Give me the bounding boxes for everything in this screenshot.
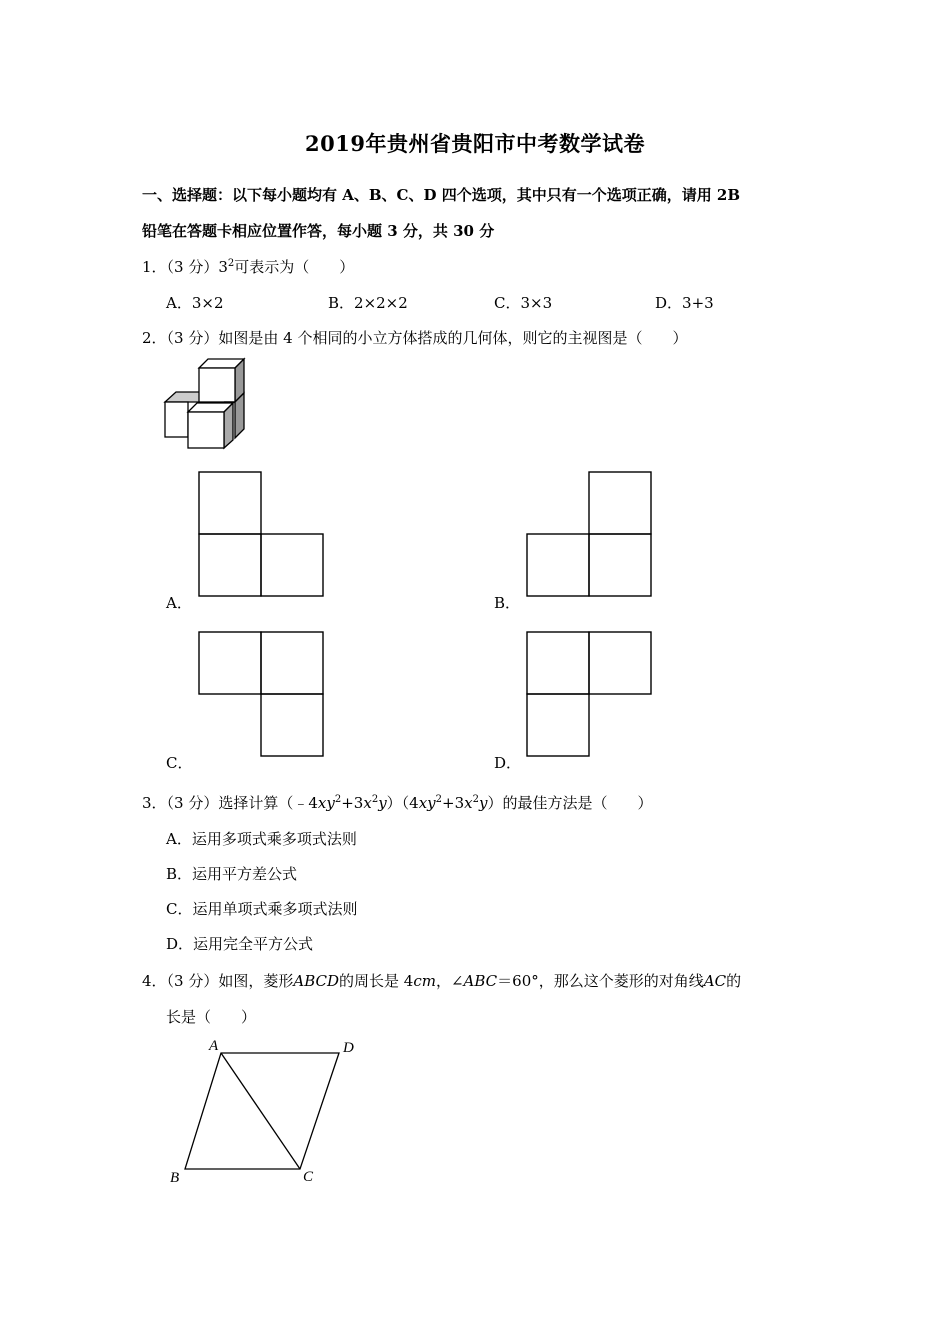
square — [199, 632, 261, 694]
power-base: 3 — [218, 258, 228, 276]
stem-text: ，∠ — [435, 972, 464, 990]
cube-front-front — [188, 412, 224, 448]
q2-option-a-label[interactable]: A． — [166, 594, 192, 612]
stem-text: 如图，菱形 — [218, 972, 294, 990]
question-stem: 如图是由 4 个相同的小立方体搭成的几何体，则它的主视图是（ ） — [218, 329, 688, 347]
cube-back-left-side — [165, 392, 200, 402]
square — [199, 534, 261, 596]
question-score: （3 分） — [166, 972, 219, 990]
q2-option-c-label[interactable]: C． — [166, 754, 193, 772]
square — [589, 472, 651, 534]
section-instruction-line2: 铅笔在答题卡相应位置作答，每小题 3 分，共 30 分 — [142, 222, 495, 240]
q1-option-c[interactable]: C．3×3 — [494, 294, 553, 312]
cube-bottom-back-side — [235, 393, 244, 438]
question-stem-post: 的最佳方法是（ ） — [502, 794, 653, 812]
vertex-label-a: A — [209, 1038, 219, 1054]
q2-option-d-figure[interactable] — [526, 631, 654, 759]
angle-name: ABC — [463, 972, 498, 990]
square — [261, 694, 323, 756]
q1-option-a[interactable]: A．3×2 — [166, 294, 224, 312]
square — [261, 534, 323, 596]
question-3 — [142, 792, 653, 813]
math-expression: $xy^2+3x^2y)(4xy^2+3x^2y)$ — [317, 794, 503, 812]
cube-top-front — [199, 368, 235, 402]
diagonal-name: AC — [703, 972, 727, 990]
question-score: （3 分） — [166, 794, 219, 812]
cube-front-side — [224, 403, 233, 448]
q2-option-b-label[interactable]: B． — [494, 594, 521, 612]
square — [527, 632, 589, 694]
stem-text: 的周长是 4 — [339, 972, 414, 990]
square — [527, 534, 589, 596]
square — [199, 472, 261, 534]
q3-option-d[interactable]: D．运用完全平方公式 — [166, 935, 314, 953]
q2-option-c-figure[interactable] — [198, 631, 326, 759]
section-instruction-line1: 一、选择题：以下每小题均有 A、B、C、D 四个选项，其中只有一个选项正确，请用 2B — [142, 186, 741, 204]
square — [589, 632, 651, 694]
question-4 — [142, 970, 741, 991]
cube-back-left-front — [165, 402, 188, 437]
rhombus-outline — [185, 1053, 339, 1169]
square — [527, 694, 589, 756]
q3-option-b[interactable]: B．运用平方差公式 — [166, 865, 298, 883]
q1-option-d[interactable]: D．3+3 — [655, 294, 714, 312]
question-2 — [142, 327, 687, 348]
cube-stack-figure — [160, 355, 250, 455]
stem-text: 的 — [726, 972, 742, 990]
question-number: 1． — [142, 258, 167, 276]
question-1 — [142, 256, 354, 277]
q3-option-a[interactable]: A．运用多项式乘多项式法则 — [166, 830, 357, 848]
question-score: （3 分） — [166, 258, 219, 276]
question-number: 3． — [142, 794, 167, 812]
diagonal-ac — [221, 1053, 300, 1169]
q2-option-b-figure[interactable] — [526, 471, 654, 599]
square — [589, 534, 651, 596]
question-stem-pre: 选择计算（﹣4 — [218, 794, 318, 812]
vertex-label-d: D — [343, 1040, 354, 1056]
question-number: 2． — [142, 329, 167, 347]
page-title: 2019年贵州省贵阳市中考数学试卷 — [305, 131, 645, 156]
rhombus-name: ABCD — [293, 972, 340, 990]
q2-option-a-figure[interactable] — [198, 471, 326, 599]
stem-text: ＝60°，那么这个菱形的对角线 — [497, 972, 704, 990]
question-stem: 可表示为（ ） — [234, 258, 355, 276]
question-number: 4． — [142, 972, 167, 990]
power-exponent: 2 — [227, 258, 235, 269]
vertex-label-c: C — [303, 1169, 314, 1185]
vertex-label-b: B — [170, 1170, 180, 1186]
square — [261, 632, 323, 694]
unit: cm — [413, 972, 436, 990]
q2-option-d-label[interactable]: D． — [494, 754, 522, 772]
question-4-line2: 长是（ ） — [166, 1008, 257, 1026]
question-score: （3 分） — [166, 329, 219, 347]
q3-option-c[interactable]: C．运用单项式乘多项式法则 — [166, 900, 358, 918]
q1-option-b[interactable]: B．2×2×2 — [328, 294, 408, 312]
rhombus-figure — [165, 1035, 365, 1190]
